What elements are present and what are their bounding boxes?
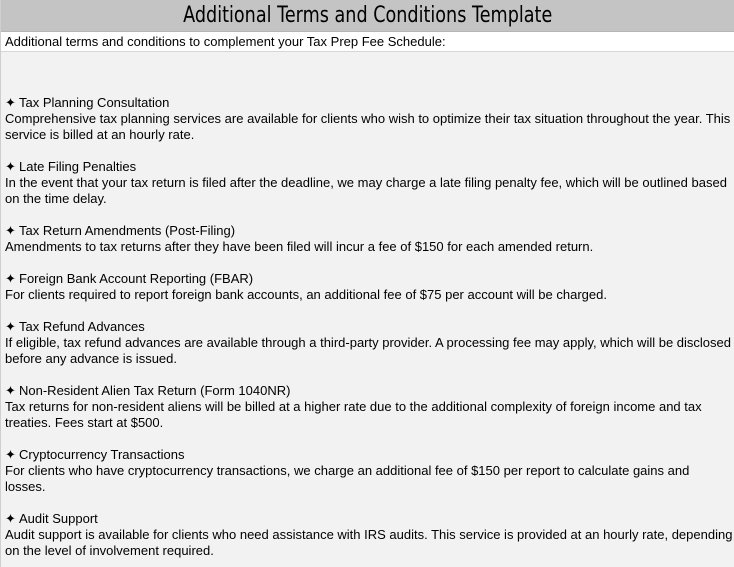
star-bullet-icon: ✦ (5, 95, 16, 110)
term-heading-text: Tax Return Amendments (Post-Filing) (19, 223, 236, 238)
term-description: If eligible, tax refund advances are available through a third-party provider. A processing fee may apply, which will be disclosed before any advance is issued. (5, 335, 731, 366)
star-bullet-icon: ✦ (5, 447, 16, 462)
star-bullet-icon: ✦ (5, 383, 16, 398)
term-heading (5, 511, 733, 527)
term-description: Audit support is available for clients who need assistance with IRS audits. This service is provided at an hourly rate, depending on the level of involvement required. (5, 527, 733, 558)
term-heading-text: Late Filing Penalties (19, 159, 137, 174)
term-heading (5, 447, 733, 463)
term-description: Amendments to tax returns after they have been filed will incur a fee of $150 for each amended return. (5, 239, 594, 254)
star-bullet-icon: ✦ (5, 319, 16, 334)
term-section (5, 383, 733, 431)
term-section (5, 223, 733, 255)
term-heading-text: Cryptocurrency Transactions (19, 447, 185, 462)
term-heading (5, 271, 733, 287)
term-heading-text: Tax Refund Advances (19, 319, 145, 334)
star-bullet-icon: ✦ (5, 511, 16, 526)
term-description: Tax returns for non-resident aliens will be billed at a higher rate due to the additional complexity of foreign income and tax treaties. Fees start at $500. (5, 399, 702, 430)
star-bullet-icon: ✦ (5, 223, 16, 238)
terms-cell[interactable] (1, 52, 734, 567)
term-description: In the event that your tax return is filed after the deadline, we may charge a late filing penalty fee, which will be outlined based on the time delay. (5, 175, 727, 206)
star-bullet-icon: ✦ (5, 271, 16, 286)
title-cell[interactable] (1, 0, 734, 32)
term-heading-text: Foreign Bank Account Reporting (FBAR) (19, 271, 254, 286)
term-heading-text: Non-Resident Alien Tax Return (Form 1040NR) (19, 383, 291, 398)
term-heading (5, 95, 733, 111)
intro-cell[interactable] (1, 32, 734, 52)
term-section (5, 95, 733, 143)
star-bullet-icon: ✦ (5, 159, 16, 174)
term-heading-text: Tax Planning Consultation (19, 95, 170, 110)
term-heading-text: Audit Support (19, 511, 98, 526)
term-heading (5, 159, 733, 175)
term-section (5, 319, 733, 367)
term-description: Comprehensive tax planning services are available for clients who wish to optimize their tax situation throughout the year. This service is billed at an hourly rate. (5, 111, 731, 142)
term-heading (5, 319, 733, 335)
term-section (5, 447, 733, 495)
term-heading (5, 223, 733, 239)
term-section (5, 159, 733, 207)
intro-text: Additional terms and conditions to complement your Tax Prep Fee Schedule: (5, 34, 446, 49)
page-title: Additional Terms and Conditions Template (183, 3, 553, 28)
term-section (5, 271, 733, 303)
term-description: For clients who have cryptocurrency transactions, we charge an additional fee of $150 per report to calculate gains and losses. (5, 463, 690, 494)
term-section (5, 511, 733, 559)
term-description: For clients required to report foreign bank accounts, an additional fee of $75 per account will be charged. (5, 287, 607, 302)
term-heading (5, 383, 733, 399)
